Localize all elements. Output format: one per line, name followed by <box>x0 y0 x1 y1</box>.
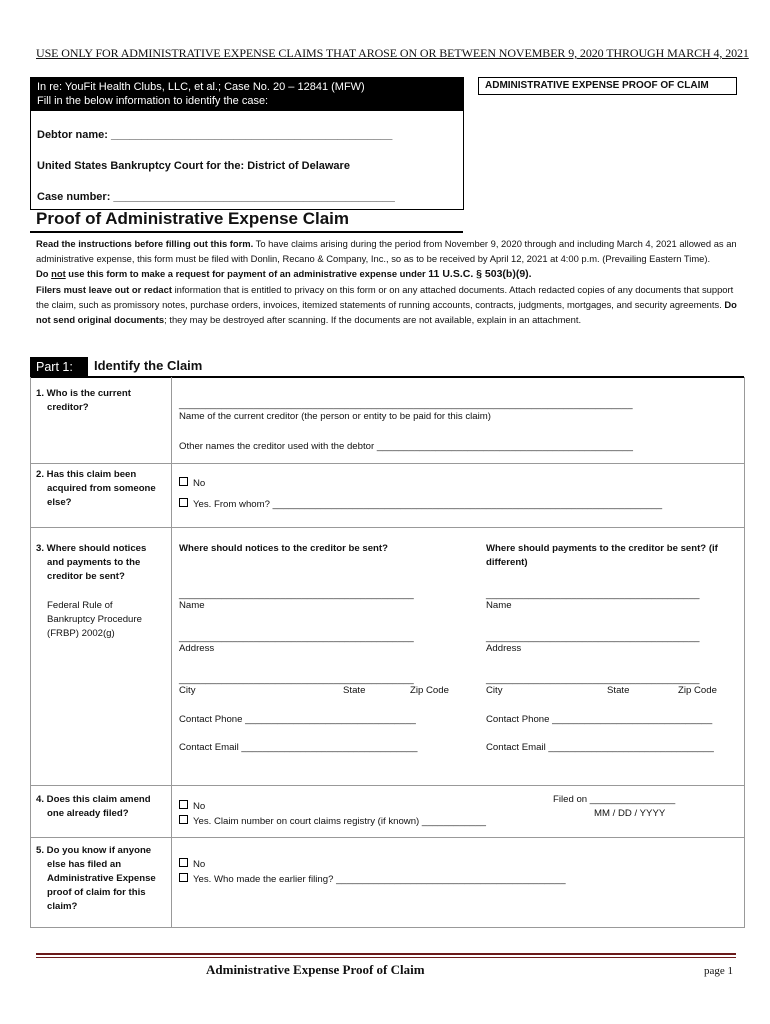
part-title: Identify the Claim <box>94 358 203 373</box>
case-info-block <box>30 77 464 210</box>
checkbox-icon[interactable] <box>179 800 188 809</box>
payments-city-line-field[interactable]: ________________________________________ <box>486 674 700 685</box>
footer-rule <box>36 957 736 958</box>
frbp-note: Federal Rule of Bankruptcy Procedure (FRBP) 2002(g) <box>47 600 142 639</box>
payments-heading: Where should payments to the creditor be sent? (if different) <box>486 543 718 568</box>
row-divider <box>30 785 745 786</box>
payments-phone-field[interactable]: Contact Phone ______________________________ <box>486 714 713 725</box>
part-tag: Part 1: <box>30 357 88 377</box>
payments-email-field[interactable]: Contact Email _______________________________ <box>486 742 714 753</box>
instructions <box>36 236 742 327</box>
title-rule <box>30 231 463 233</box>
part-rule <box>30 376 744 378</box>
footer-rule <box>36 953 736 955</box>
instructions-para2: Do not use this form to make a request for payment of an administrative expense under 11 U.S.C. § 503(b)(9). <box>36 268 532 280</box>
notices-city-line-field[interactable]: ____________________________________________ <box>179 674 414 685</box>
notices-name-caption: Name <box>179 600 205 611</box>
debtor-name-field[interactable]: Debtor name: ______________________________________________ <box>37 129 393 141</box>
page-number: page 1 <box>704 965 734 977</box>
q5-label: 5. Do you know if anyone else has filed an Administrative Expense proof of claim for this claim? <box>36 845 156 912</box>
q2-no-option[interactable]: No <box>179 477 205 491</box>
notices-email-field[interactable]: Contact Email _________________________________ <box>179 742 418 753</box>
checkbox-icon[interactable] <box>179 498 188 507</box>
other-names-field[interactable]: Other names the creditor used with the debtor ________________________________________________ <box>179 441 633 452</box>
q4-label: 4. Does this claim amend one already filed? <box>36 794 151 819</box>
case-header-line1: In re: YouFit Health Clubs, LLC, et al.; Case No. 20 – 12841 (MFW) <box>37 81 365 93</box>
q5-no-option[interactable]: No <box>179 858 205 872</box>
q5-yes-option[interactable]: Yes. Who made the earlier filing? ___________________________________________ <box>179 873 566 887</box>
payments-zip-caption: Zip Code <box>678 685 717 696</box>
q2-yes-option[interactable]: Yes. From whom? _________________________________________________________________________ <box>179 498 662 512</box>
checkbox-icon[interactable] <box>179 815 188 824</box>
instructions-para3: Filers must leave out or redact information that is entitled to privacy on this form or on any attached documents. Attach redacted copies of any documents that support the claim, such as promissory notes, purchase orders, invoices, itemized statements of running accounts, contracts, judgments, mortgages, and security agreements. Do not send original documents; they may be destroyed after scanning. If the documents are not available, explain in an attachment. <box>36 284 737 325</box>
payments-address-caption: Address <box>486 643 522 654</box>
notices-state-caption: State <box>343 685 366 696</box>
payments-city-caption: City <box>486 685 503 696</box>
row-divider <box>30 463 745 464</box>
row-divider <box>30 527 745 528</box>
case-header <box>31 78 463 111</box>
table-border-left <box>30 377 31 928</box>
checkbox-icon[interactable] <box>179 873 188 882</box>
table-column-divider <box>171 377 172 928</box>
top-notice: USE ONLY FOR ADMINISTRATIVE EXPENSE CLAIMS THAT AROSE ON OR BETWEEN NOVEMBER 9, 2020 THROUGH MARCH 4, 2021 <box>36 46 749 60</box>
footer-title: Administrative Expense Proof of Claim <box>206 962 425 977</box>
row-divider <box>30 837 745 838</box>
payments-address-field[interactable]: ________________________________________ <box>486 632 700 643</box>
court-label: United States Bankruptcy Court for the: District of Delaware <box>37 160 350 172</box>
notices-zip-caption: Zip Code <box>410 685 449 696</box>
checkbox-icon[interactable] <box>179 858 188 867</box>
table-border-right <box>744 377 745 928</box>
proof-of-claim-box: ADMINISTRATIVE EXPENSE PROOF OF CLAIM <box>478 77 737 95</box>
notices-phone-field[interactable]: Contact Phone ________________________________ <box>179 714 416 725</box>
q2-label: 2. Has this claim been acquired from someone else? <box>36 469 156 508</box>
page-title: Proof of Administrative Expense Claim <box>36 209 349 228</box>
q4-no-option[interactable]: No <box>179 800 205 814</box>
filed-on-field[interactable]: Filed on ________________ <box>553 794 676 805</box>
notices-name-field[interactable]: ____________________________________________ <box>179 589 414 600</box>
payments-name-field[interactable]: ________________________________________ <box>486 589 700 600</box>
notices-address-field[interactable]: ____________________________________________ <box>179 632 414 643</box>
q1-label: 1. Who is the current creditor? <box>36 388 131 413</box>
q3-label: 3. Where should notices and payments to the creditor be sent? <box>36 543 147 582</box>
current-creditor-caption: Name of the current creditor (the person or entity to be paid for this claim) <box>179 411 491 422</box>
payments-state-caption: State <box>607 685 630 696</box>
checkbox-icon[interactable] <box>179 477 188 486</box>
q4-yes-option[interactable]: Yes. Claim number on court claims registry (if known) ____________ <box>179 815 486 829</box>
notices-heading: Where should notices to the creditor be sent? <box>179 543 388 554</box>
notices-address-caption: Address <box>179 643 215 654</box>
instructions-para1: Read the instructions before filling out this form. To have claims arising during the period from November 9, 2020 through and including March 4, 2021 allowed as an administrative expense, this form must be filed with Donlin, Recano & Company, Inc., so as to be received by April 12, 2021 at 4:00 p.m. (Prevailing Eastern Time). <box>36 238 737 264</box>
notices-city-caption: City <box>179 685 196 696</box>
row-divider <box>30 927 745 928</box>
payments-name-caption: Name <box>486 600 512 611</box>
case-number-field[interactable]: Case number: ______________________________________________ <box>37 191 395 203</box>
date-format-caption: MM / DD / YYYY <box>594 808 666 819</box>
current-creditor-field[interactable]: _____________________________________________________________________________________ <box>179 399 633 410</box>
case-header-line2: Fill in the below information to identify the case: <box>37 95 269 107</box>
